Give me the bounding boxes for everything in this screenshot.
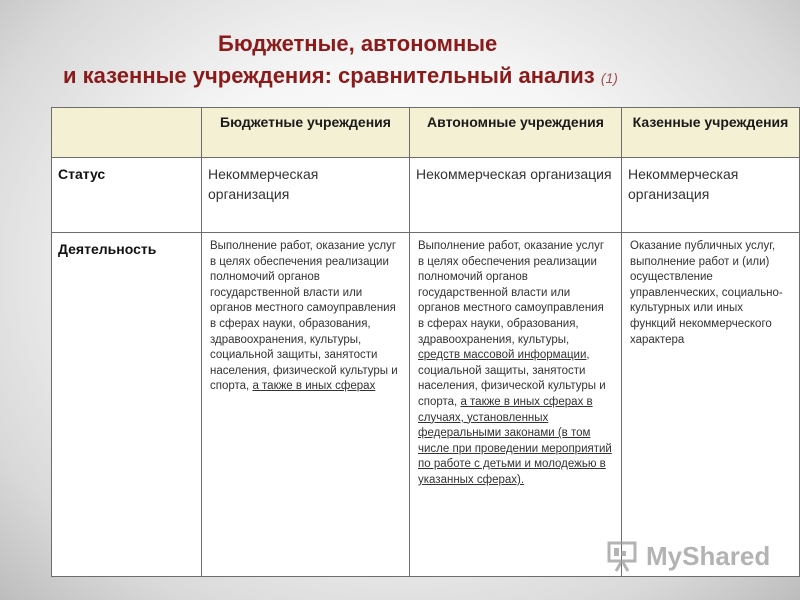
activity-autonomous [410,233,622,577]
status-label: Статус [52,158,202,233]
activity-budget-text: Выполнение работ, оказание услуг в целях обеспечения реализации полномочий органов государственной власти или органов местного самоуправления в сферах науки, образования, здравоохранения, культуры, социальной защиты, занятости населения, физической культуры и спорта, [210,240,398,393]
status-treasury: Некоммерческая организация [622,158,800,233]
activity-label: Деятельность [52,233,202,577]
slide-number: (1) [600,70,618,86]
activity-budget-underlined: а также в иных сферах [252,380,376,393]
watermark [606,538,770,574]
activity-row [52,233,800,577]
presentation-icon [606,539,640,573]
header-budget: Бюджетные учреждения [202,108,410,158]
activity-autonomous-underlined-2: а также в иных сферах в случаях, установленных федеральными законами (в том числе при проведении мероприятий по работе с детьми и молодежью в указанных сферах). [418,395,612,486]
header-autonomous: Автономные учреждения [410,108,622,158]
activity-autonomous-underlined-1: средств массовой информации [418,349,587,362]
title-line-2 [0,60,800,94]
header-row [52,108,800,158]
slide-title [0,28,800,94]
watermark-text: MyShared [646,540,771,571]
activity-autonomous-text-1: Выполнение работ, оказание услуг в целях обеспечения реализации полномочий органов государственной власти или органов местного самоуправления в сферах науки, образования, здравоохранения, культуры, [418,240,605,346]
comparison-table [51,107,800,577]
activity-treasury: Оказание публичных услуг, выполнение работ и (или) осуществление управленческих, социально-культурных или иных функций некоммерческого характера [622,233,800,577]
activity-budget [202,233,410,577]
title-line-2-text: и казенные учреждения: сравнительный анализ [63,63,595,88]
header-treasury: Казенные учреждения [622,108,800,158]
title-line-1: Бюджетные, автономные [218,31,498,56]
activity-autonomous-text-2: , социальной защиты, занятости населения, физической культуры и спорта, [418,349,606,408]
header-corner [52,108,202,158]
status-budget: Некоммерческая организация [202,158,410,233]
status-autonomous: Некоммерческая организация [410,158,622,233]
status-row [52,158,800,233]
